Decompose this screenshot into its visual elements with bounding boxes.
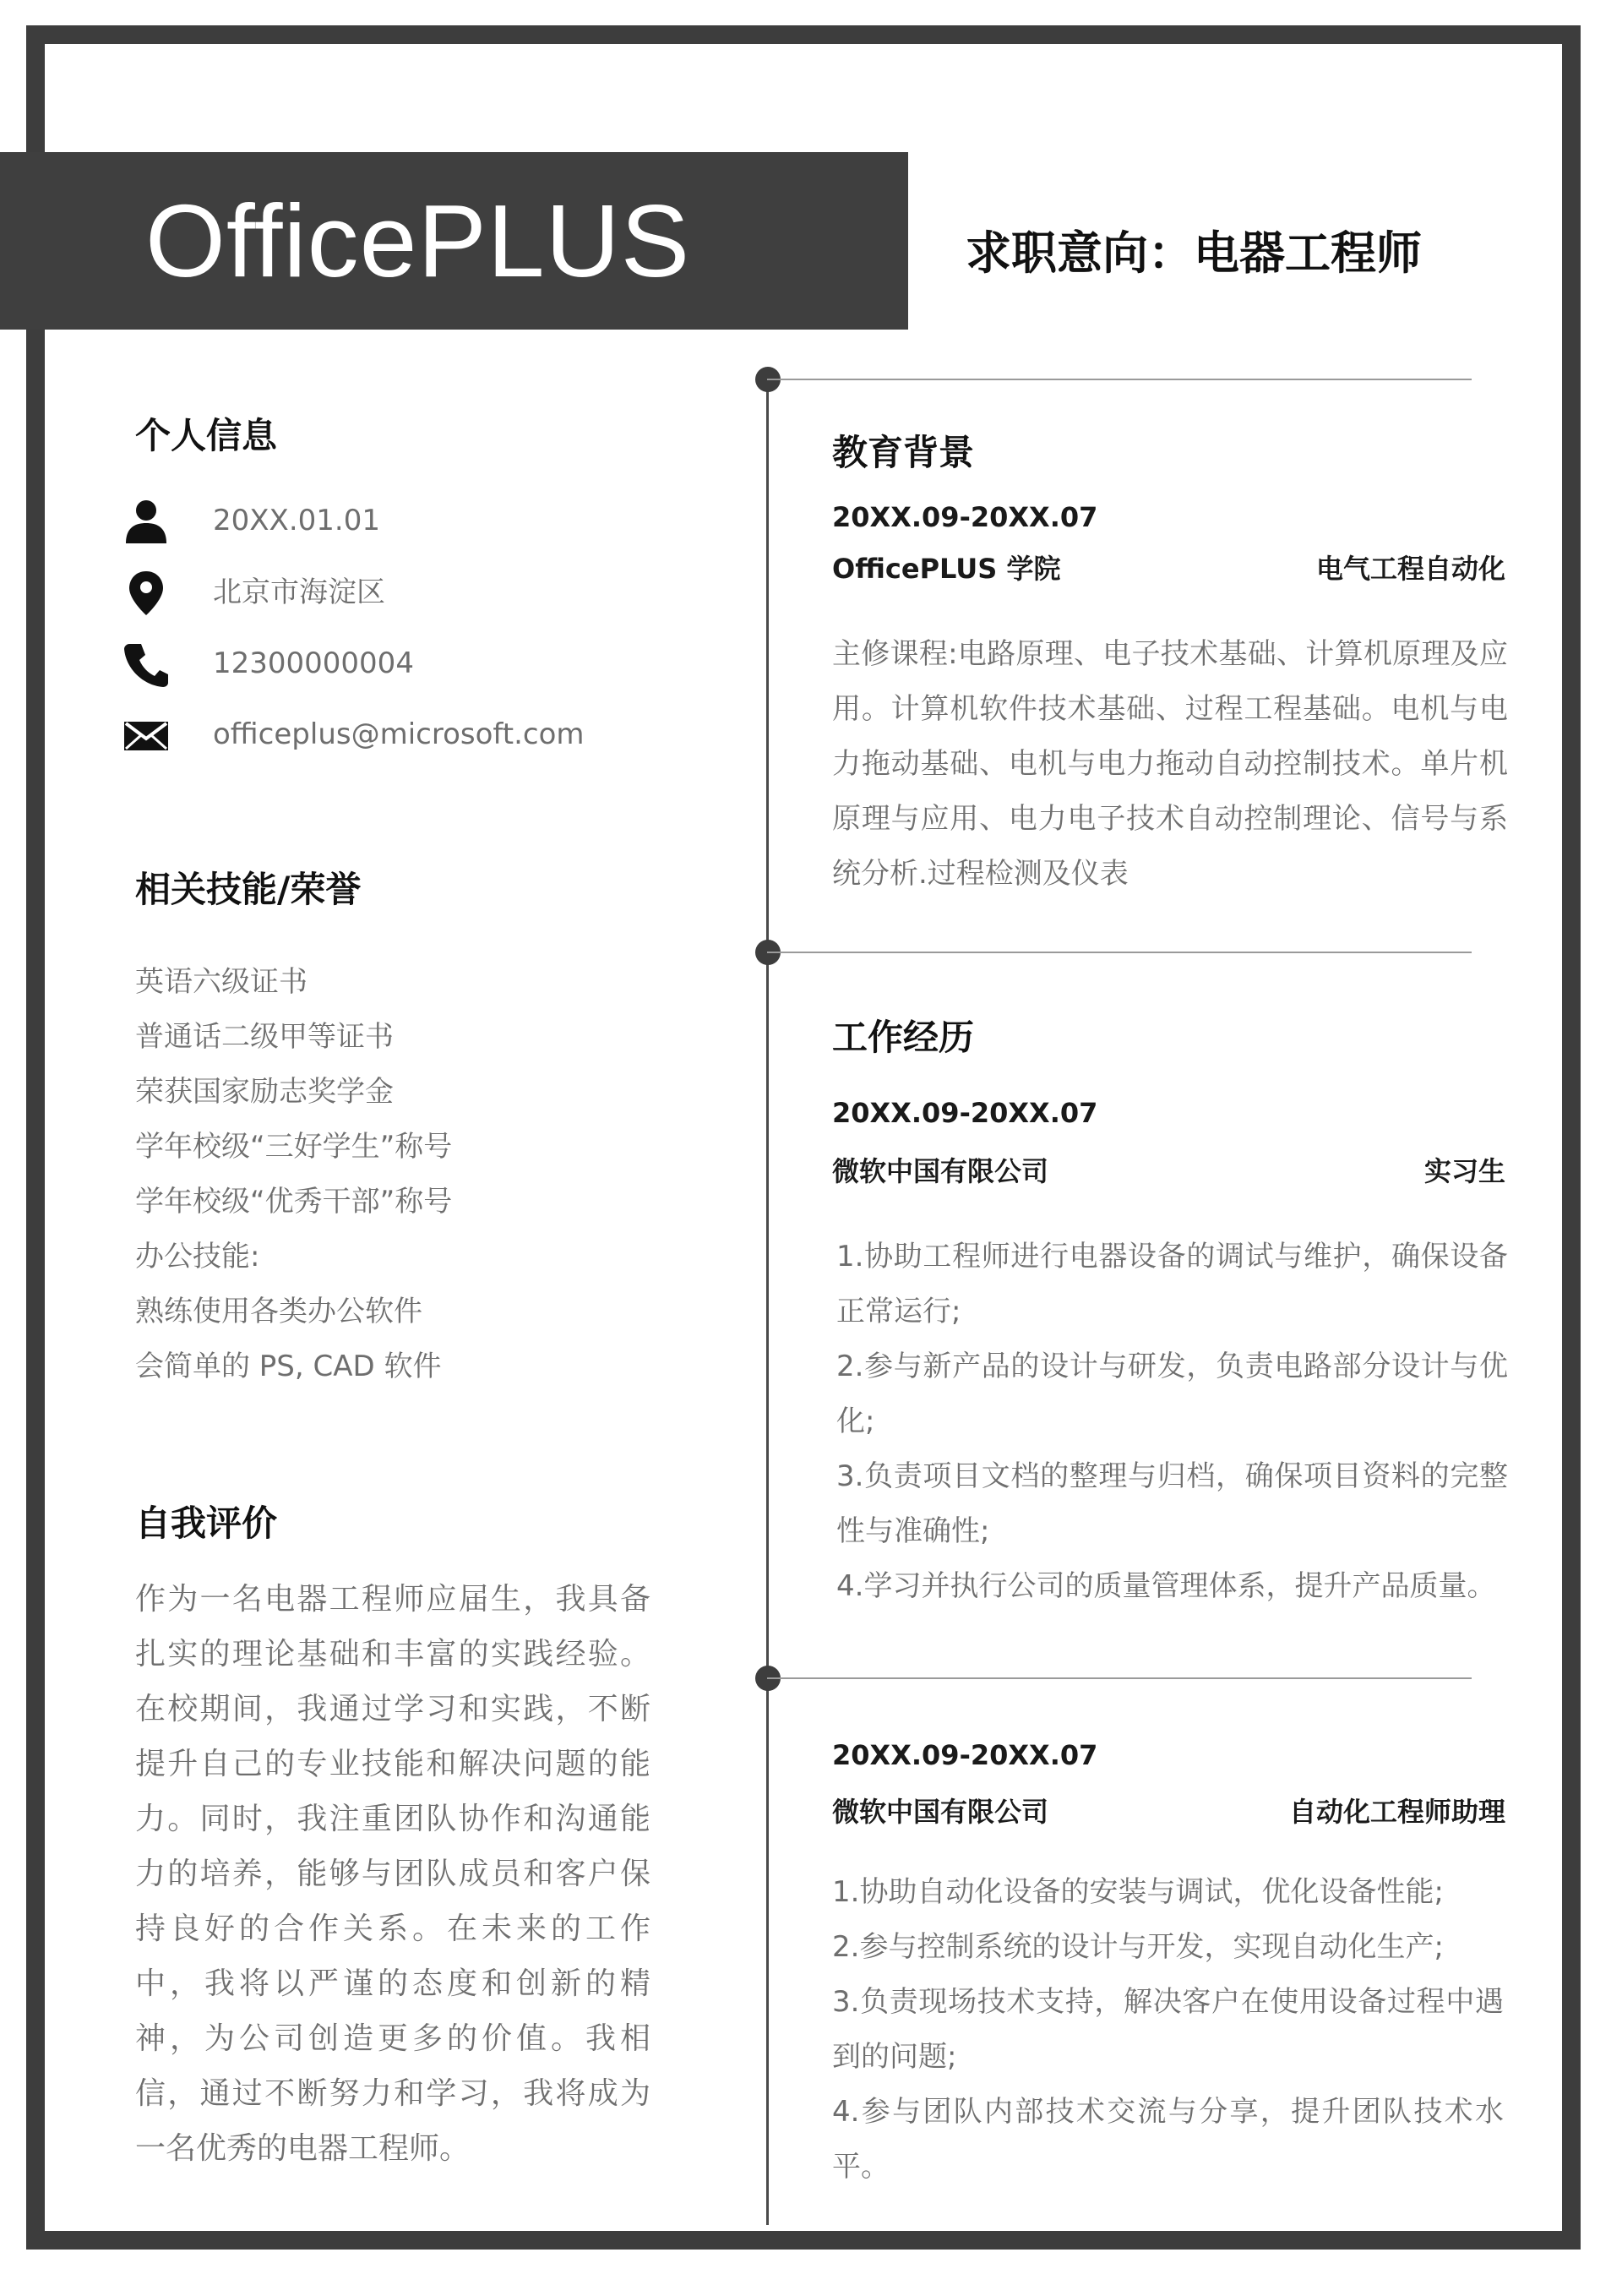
skill-item: 学年校级“三好学生”称号 [135, 1130, 453, 1164]
self-evaluation-heading: 自我评价 [135, 1502, 278, 1544]
info-row-email [122, 706, 629, 761]
job-intent-title: 求职意向：电器工程师 [966, 226, 1422, 280]
major-name: 电气工程自动化 [1315, 553, 1505, 585]
company-name: 微软中国有限公司 [832, 1155, 1049, 1187]
skill-item: 会简单的 PS, CAD 软件 [135, 1350, 442, 1383]
education-date: 20XX.09-20XX.07 [832, 501, 1098, 533]
job-date: 20XX.09-20XX.07 [832, 1739, 1098, 1771]
timeline-vertical-line [766, 379, 769, 2225]
education-org-row [832, 548, 1505, 589]
person-icon [122, 498, 170, 545]
self-evaluation-text: 作为一名电器工程师应届生，我具备扎实的理论基础和丰富的实践经验。在校期间，我通过学习和实践，不断提升自己的专业技能和解决问题的能力。同时，我注重团队协作和沟通能力的培养，能够与团队成员和客户保持良好的合作关系。在未来的工作中，我将以严谨的态度和创新的精神，为公司创造更多的价值。我相信，通过不断努力和学习，我将成为一名优秀的电器工程师。 [135, 1582, 650, 2166]
job-duty-list [832, 1865, 1504, 2195]
job-date: 20XX.09-20XX.07 [832, 1097, 1098, 1129]
info-row-location [122, 564, 629, 619]
duty-item: 2.参与新产品的设计与研发，负责电路部分设计与优化; [836, 1350, 1508, 1438]
duty-item: 2.参与控制系统的设计与开发，实现自动化生产; [832, 1930, 1444, 1964]
duty-item: 4.参与团队内部技术交流与分享，提升团队技术水平。 [832, 2095, 1504, 2184]
candidate-name: OfficePLUS [145, 183, 691, 298]
info-row-phone [122, 635, 629, 690]
job-role: 实习生 [1423, 1155, 1505, 1187]
phone-text: 12300000004 [213, 646, 414, 680]
job-duty-list [836, 1230, 1508, 1614]
location-pin-icon [122, 570, 170, 617]
location-text: 北京市海淀区 [213, 575, 385, 609]
mail-icon [122, 712, 170, 759]
timeline-divider [767, 379, 1472, 380]
job-role: 自动化工程师助理 [1288, 1796, 1505, 1828]
skill-item: 学年校级“优秀干部”称号 [135, 1185, 453, 1219]
duty-item: 3.负责项目文档的整理与归档，确保项目资料的完整性与准确性; [836, 1459, 1508, 1548]
birth-date-text: 20XX.01.01 [213, 504, 380, 537]
skill-item: 熟练使用各类办公软件 [135, 1295, 422, 1328]
timeline-divider [767, 952, 1472, 953]
skills-heading: 相关技能/荣誉 [135, 869, 362, 910]
job-org-row [832, 1792, 1505, 1832]
personal-info-heading: 个人信息 [135, 415, 278, 456]
duty-item: 4.学习并执行公司的质量管理体系，提升产品质量。 [836, 1569, 1496, 1603]
education-courses: 主修课程:电路原理、电子技术基础、计算机原理及应用。计算机软件技术基础、过程工程基础。电机与电力拖动基础、电机与电力拖动自动控制技术。单片机原理与应用、电力电子技术自动控制理论、信号与系统分析.过程检测及仪表 [832, 637, 1508, 891]
school-name: OfficePLUS 学院 [832, 553, 1061, 585]
info-row-birth [122, 493, 629, 547]
skill-item: 办公技能: [135, 1240, 260, 1273]
duty-item: 1.协助自动化设备的安装与调试，优化设备性能; [832, 1875, 1444, 1909]
timeline-divider [767, 1677, 1472, 1679]
skill-item: 普通话二级甲等证书 [135, 1020, 394, 1054]
duty-item: 3.负责现场技术支持，解决客户在使用设备过程中遇到的问题; [832, 1985, 1504, 2074]
company-name: 微软中国有限公司 [832, 1796, 1049, 1828]
education-heading: 教育背景 [832, 432, 975, 473]
work-heading: 工作经历 [832, 1017, 975, 1058]
skill-item: 荣获国家励志奖学金 [135, 1075, 394, 1109]
skills-list [135, 955, 452, 1394]
duty-item: 1.协助工程师进行电器设备的调试与维护，确保设备正常运行; [836, 1240, 1508, 1328]
job-org-row [832, 1151, 1505, 1192]
skill-item: 英语六级证书 [135, 965, 308, 999]
email-text: officeplus@microsoft.com [213, 717, 585, 751]
phone-icon [122, 641, 170, 688]
